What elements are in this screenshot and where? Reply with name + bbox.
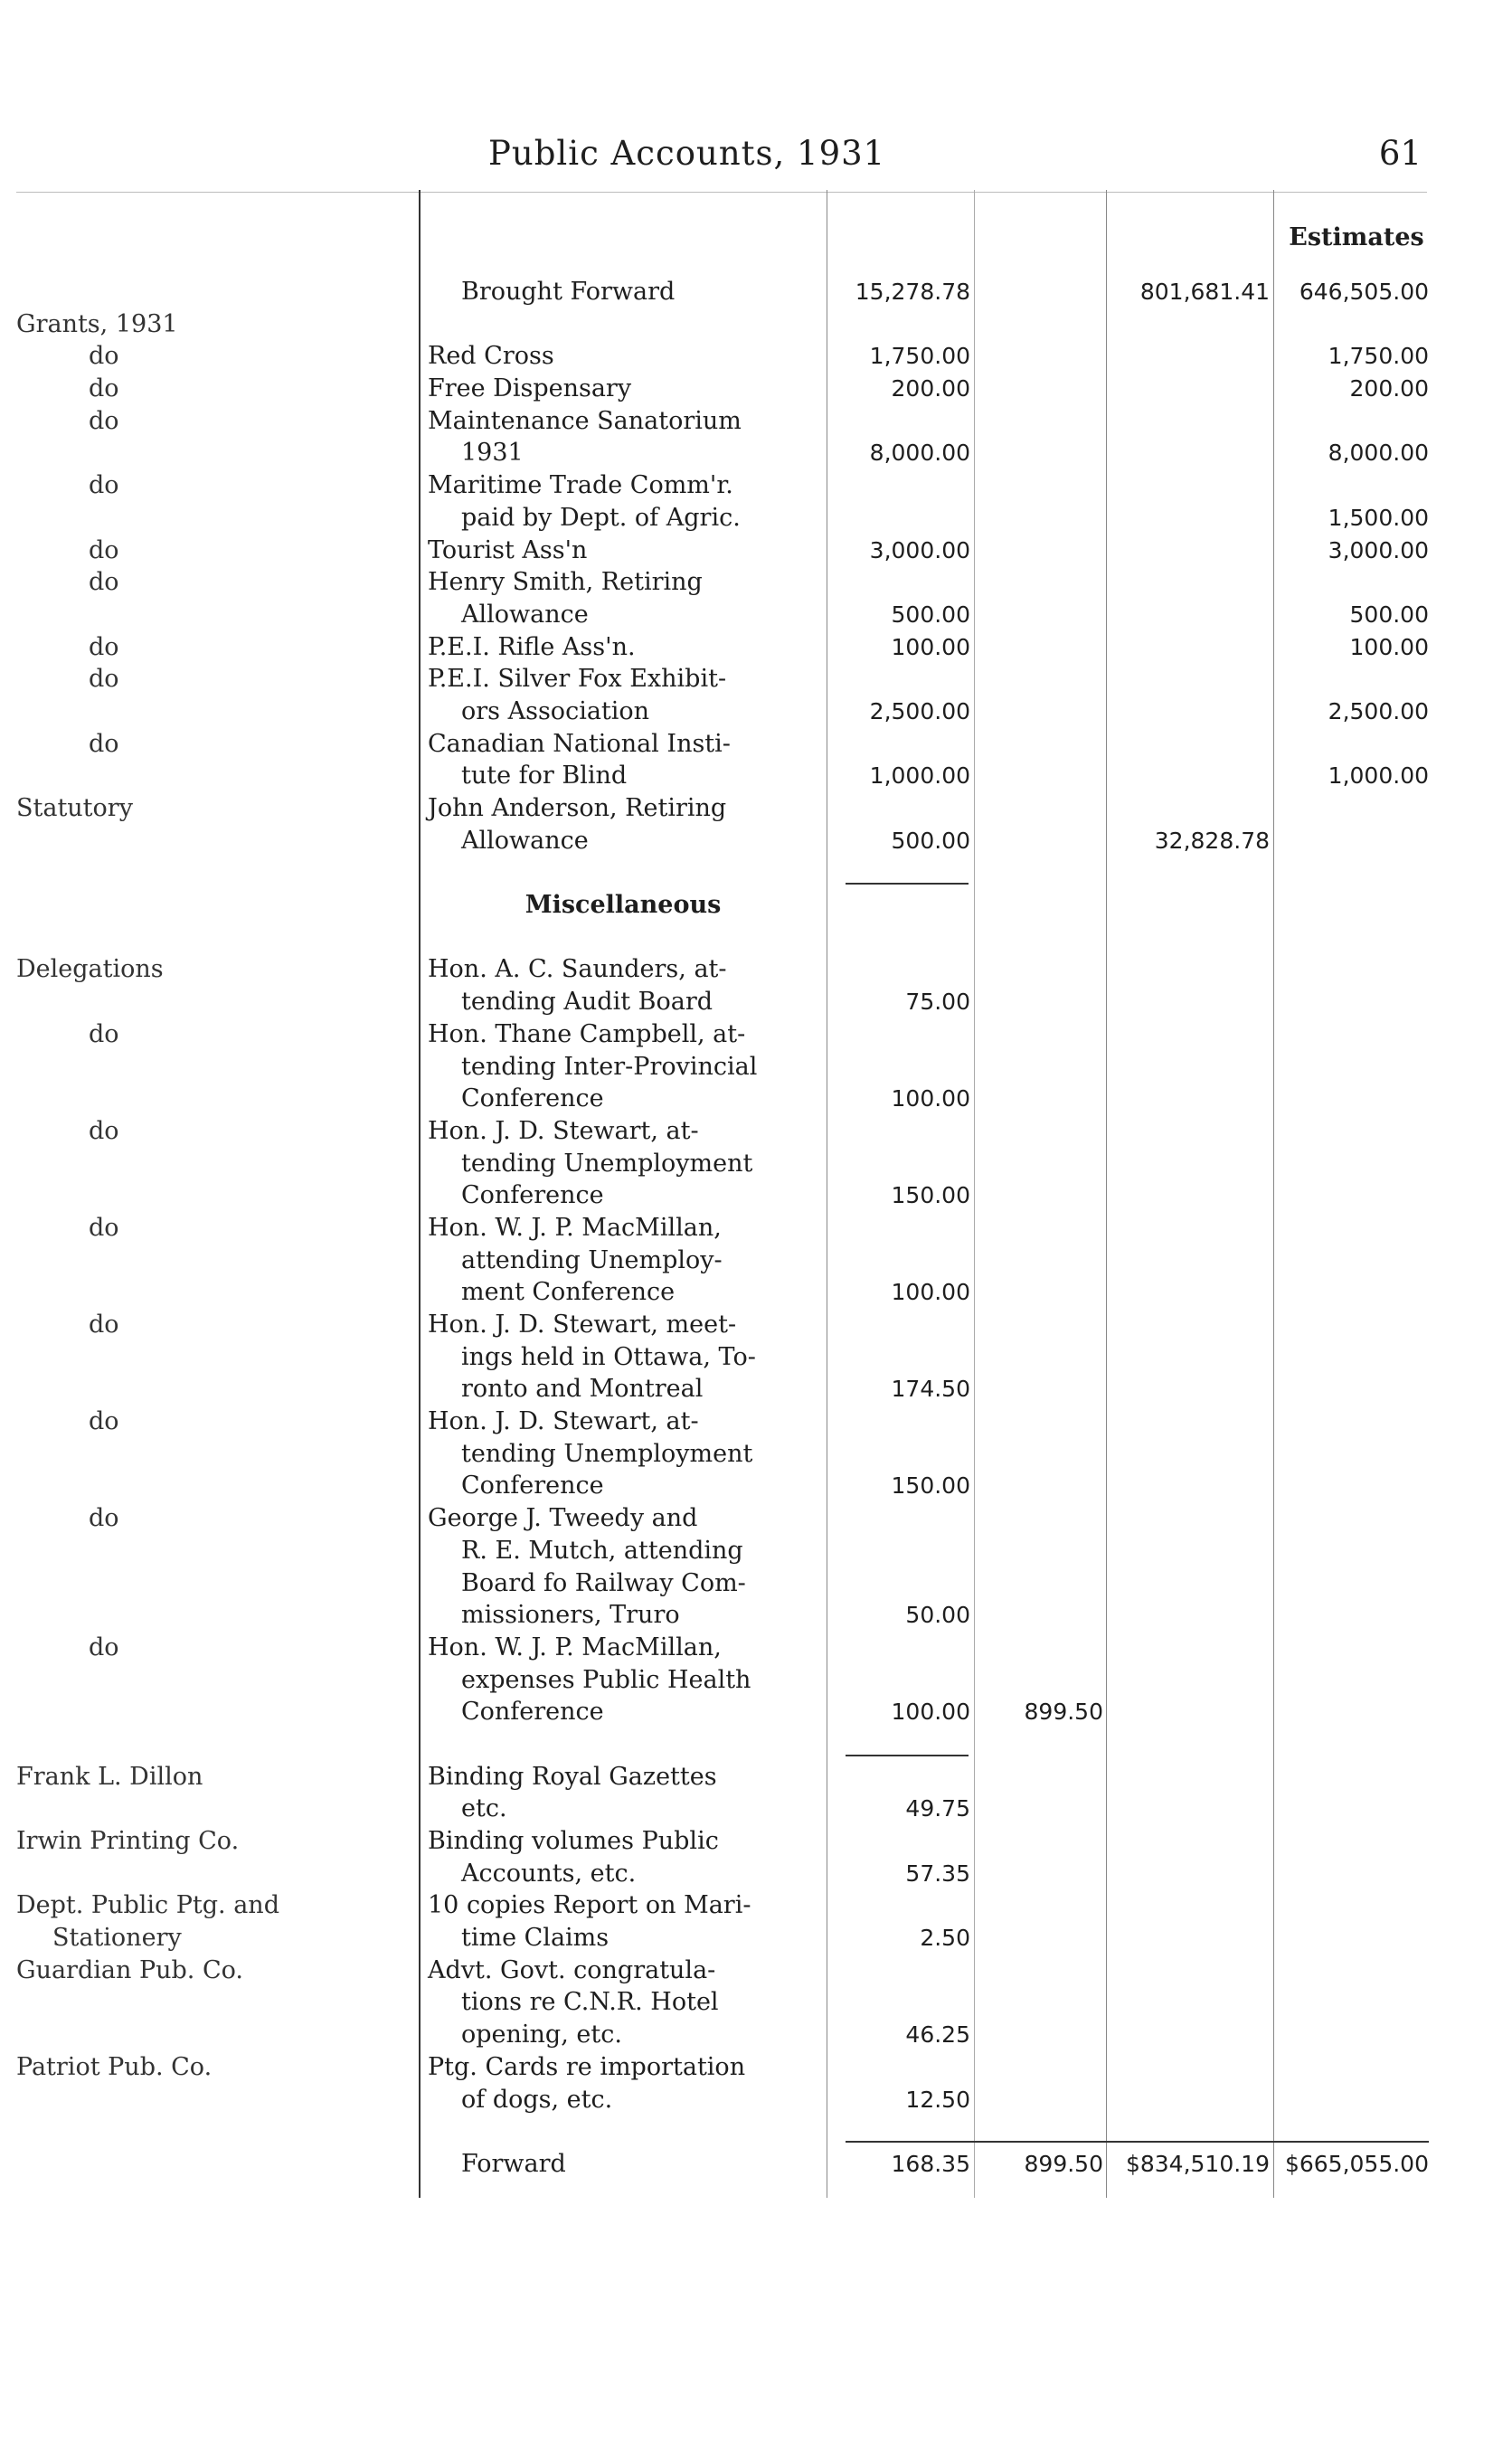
estimates-amount: 3,000.00 xyxy=(1328,536,1429,563)
row-label: do xyxy=(89,568,119,597)
table-row xyxy=(0,502,1512,535)
table-row xyxy=(0,2019,1512,2051)
amount-col-1: 2.50 xyxy=(920,1925,970,1952)
amount-col-1: 200.00 xyxy=(891,375,970,402)
row-description: expenses Public Health xyxy=(461,1665,751,1694)
row-description: Conference xyxy=(461,1472,604,1500)
table-row xyxy=(0,825,1512,857)
row-description: paid by Dept. of Agric. xyxy=(461,503,741,532)
amount-col-1: 75.00 xyxy=(905,989,970,1016)
table-row xyxy=(0,792,1512,825)
amount-col-2: 899.50 xyxy=(1024,1699,1103,1726)
table-row xyxy=(0,663,1512,696)
estimates-amount: 2,500.00 xyxy=(1328,697,1429,724)
table-row xyxy=(0,1632,1512,1664)
table-row xyxy=(0,1567,1512,1600)
row-label: Stationery xyxy=(52,1924,182,1953)
row-description: Conference xyxy=(461,1698,604,1727)
table-row xyxy=(0,1986,1512,2019)
row-description: Binding volumes Public xyxy=(428,1827,719,1855)
row-label: do xyxy=(89,1019,119,1048)
row-description: 10 copies Report on Mari- xyxy=(428,1891,751,1920)
row-description: 1931 xyxy=(461,439,524,468)
table-row xyxy=(0,760,1512,792)
row-description: Hon. J. D. Stewart, at- xyxy=(428,1407,699,1436)
table-row xyxy=(0,535,1512,567)
amount-col-1: 57.35 xyxy=(905,1860,970,1887)
row-description: P.E.I. Rifle Ass'n. xyxy=(428,632,636,661)
table-row xyxy=(0,340,1512,373)
row-label: do xyxy=(89,665,119,694)
amount-col-1: 12.50 xyxy=(905,2086,970,2113)
row-description: tions re C.N.R. Hotel xyxy=(461,1988,719,2017)
amount-col-3: $834,510.19 xyxy=(1125,2150,1270,2177)
row-description: Allowance xyxy=(461,826,589,855)
row-label: do xyxy=(89,374,119,403)
table-row xyxy=(0,889,1512,922)
amount-col-1: 1,750.00 xyxy=(869,343,970,370)
table-row xyxy=(0,1502,1512,1535)
table-row xyxy=(0,1535,1512,1567)
table-row xyxy=(0,1470,1512,1502)
table-row xyxy=(0,1955,1512,1987)
table-row xyxy=(0,2115,1512,2148)
amount-col-1: 100.00 xyxy=(891,1699,970,1726)
page-header xyxy=(0,134,1512,174)
table-row xyxy=(0,1793,1512,1825)
table-row xyxy=(0,2051,1512,2084)
table-row xyxy=(0,857,1512,889)
amount-col-1: 100.00 xyxy=(891,633,970,660)
row-description: Board fo Railway Com- xyxy=(461,1568,746,1597)
estimates-amount: $665,055.00 xyxy=(1284,2150,1429,2177)
row-description: Hon. A. C. Saunders, at- xyxy=(428,955,727,984)
amount-col-2: 899.50 xyxy=(1024,2150,1103,2177)
row-description: Maritime Trade Comm'r. xyxy=(428,471,733,500)
row-label: Frank L. Dillon xyxy=(16,1762,203,1791)
amount-col-1: 15,278.78 xyxy=(855,279,970,305)
table-row xyxy=(0,986,1512,1018)
row-label: Grants, 1931 xyxy=(16,309,178,338)
amount-col-1: 150.00 xyxy=(891,1182,970,1209)
table-row xyxy=(0,405,1512,438)
row-description: Red Cross xyxy=(428,342,554,371)
estimates-amount: 8,000.00 xyxy=(1328,440,1429,467)
amount-col-1: 49.75 xyxy=(905,1795,970,1822)
table-row xyxy=(0,1245,1512,1277)
table-row xyxy=(0,1051,1512,1084)
total-rule xyxy=(846,2141,1429,2143)
table-row xyxy=(0,1276,1512,1309)
row-description: tending Inter-Provincial xyxy=(461,1052,758,1081)
row-description: Forward xyxy=(461,2149,566,2178)
table-row xyxy=(0,1018,1512,1051)
amount-col-3: 801,681.41 xyxy=(1139,279,1270,305)
table-row xyxy=(0,1825,1512,1858)
table-row xyxy=(0,2084,1512,2116)
table-row xyxy=(0,276,1512,308)
table-row xyxy=(0,1438,1512,1471)
table-row xyxy=(0,1115,1512,1148)
row-description: Conference xyxy=(461,1084,604,1113)
table-row xyxy=(0,922,1512,954)
row-label: Guardian Pub. Co. xyxy=(16,1955,243,1984)
table-row xyxy=(0,373,1512,405)
row-label: do xyxy=(89,1213,119,1242)
page-number: 61 xyxy=(1378,134,1422,173)
table-row xyxy=(0,631,1512,664)
row-label: Dept. Public Ptg. and xyxy=(16,1891,279,1920)
row-description: Maintenance Sanatorium xyxy=(428,406,742,435)
row-description: Allowance xyxy=(461,600,589,629)
subtotal-rule xyxy=(846,1755,969,1756)
row-label: do xyxy=(89,1633,119,1661)
amount-col-1: 150.00 xyxy=(891,1472,970,1500)
table-row xyxy=(0,566,1512,599)
row-description: missioners, Truro xyxy=(461,1601,680,1630)
row-description: George J. Tweedy and xyxy=(428,1504,698,1533)
table-row xyxy=(0,2148,1512,2181)
row-description: time Claims xyxy=(461,1924,610,1953)
row-label: do xyxy=(89,1116,119,1145)
row-description: of dogs, etc. xyxy=(461,2085,613,2114)
row-description: ronto and Montreal xyxy=(461,1375,704,1404)
table-row xyxy=(0,696,1512,728)
amount-col-1: 100.00 xyxy=(891,1085,970,1112)
table-row xyxy=(0,1083,1512,1115)
table-row xyxy=(0,953,1512,986)
row-description: P.E.I. Silver Fox Exhibit- xyxy=(428,665,727,694)
table-row xyxy=(0,1728,1512,1761)
row-description: Henry Smith, Retiring xyxy=(428,568,703,597)
row-description: Hon. Thane Campbell, at- xyxy=(428,1019,746,1048)
row-description: R. E. Mutch, attending xyxy=(461,1536,743,1565)
amount-col-1: 3,000.00 xyxy=(869,536,970,563)
row-label: Delegations xyxy=(16,955,164,984)
row-description: Advt. Govt. congratula- xyxy=(428,1955,716,1984)
header-rule xyxy=(16,192,1427,193)
row-description: ings held in Ottawa, To- xyxy=(461,1342,756,1371)
table-row xyxy=(0,1406,1512,1438)
row-label: do xyxy=(89,1407,119,1436)
amount-col-1: 500.00 xyxy=(891,601,970,628)
page-title: Public Accounts, 1931 xyxy=(488,134,886,173)
row-description: Hon. J. D. Stewart, at- xyxy=(428,1116,699,1145)
row-label: do xyxy=(89,632,119,661)
table-row xyxy=(0,599,1512,631)
row-description: Hon. W. J. P. MacMillan, xyxy=(428,1213,722,1242)
row-label: do xyxy=(89,1311,119,1339)
amount-col-1: 46.25 xyxy=(905,2021,970,2049)
row-description: Tourist Ass'n xyxy=(428,535,588,564)
estimates-amount: 1,000.00 xyxy=(1328,762,1429,790)
table-row xyxy=(0,1761,1512,1794)
row-description: ors Association xyxy=(461,696,650,725)
row-description: Accounts, etc. xyxy=(461,1859,637,1888)
table-row xyxy=(0,1858,1512,1890)
amount-col-1: 2,500.00 xyxy=(869,697,970,724)
row-description: Ptg. Cards re importation xyxy=(428,2052,746,2081)
row-label: do xyxy=(89,406,119,435)
row-description: ment Conference xyxy=(461,1278,676,1307)
row-description: John Anderson, Retiring xyxy=(428,794,727,822)
row-description: opening, etc. xyxy=(461,2021,622,2049)
amount-col-1: 1,000.00 xyxy=(869,762,970,790)
row-label: do xyxy=(89,471,119,500)
estimates-amount: 500.00 xyxy=(1349,601,1429,628)
amount-col-1: 50.00 xyxy=(905,1602,970,1629)
row-description: Free Dispensary xyxy=(428,374,632,403)
table-row xyxy=(0,1373,1512,1406)
row-description: Canadian National Insti- xyxy=(428,729,731,758)
table-row xyxy=(0,437,1512,469)
table-row xyxy=(0,1341,1512,1374)
estimates-amount: 1,500.00 xyxy=(1328,504,1429,531)
table-row xyxy=(0,1922,1512,1955)
row-description: Hon. W. J. P. MacMillan, xyxy=(428,1633,722,1661)
row-description: attending Unemploy- xyxy=(461,1245,723,1274)
estimates-amount: 646,505.00 xyxy=(1299,279,1429,305)
table-row xyxy=(0,1309,1512,1341)
table-row xyxy=(0,308,1512,341)
row-description: Hon. J. D. Stewart, meet- xyxy=(428,1311,737,1339)
subtotal-rule xyxy=(846,883,969,885)
amount-col-1: 168.35 xyxy=(891,2150,970,2177)
estimates-column-header: Estimates xyxy=(1289,223,1424,251)
row-label: Patriot Pub. Co. xyxy=(16,2052,213,2081)
table-row xyxy=(0,1696,1512,1728)
section-heading: Miscellaneous xyxy=(524,891,722,920)
row-label: do xyxy=(89,535,119,564)
estimates-amount: 1,750.00 xyxy=(1328,343,1429,370)
row-label: Irwin Printing Co. xyxy=(16,1827,240,1855)
row-label: do xyxy=(89,1504,119,1533)
amount-col-3: 32,828.78 xyxy=(1154,827,1270,854)
amount-col-1: 500.00 xyxy=(891,827,970,854)
row-description: tute for Blind xyxy=(461,762,628,790)
row-label: do xyxy=(89,342,119,371)
table-row xyxy=(0,1179,1512,1212)
table-row xyxy=(0,1664,1512,1697)
table-row xyxy=(0,1599,1512,1632)
row-description: tending Unemployment xyxy=(461,1439,753,1468)
row-label: Statutory xyxy=(16,794,133,822)
table-row xyxy=(0,469,1512,502)
row-label: do xyxy=(89,729,119,758)
row-description: tending Audit Board xyxy=(461,988,713,1017)
amount-col-1: 8,000.00 xyxy=(869,440,970,467)
table-row xyxy=(0,728,1512,761)
estimates-amount: 100.00 xyxy=(1349,633,1429,660)
amount-col-1: 100.00 xyxy=(891,1279,970,1306)
row-description: Brought Forward xyxy=(461,278,676,306)
row-description: tending Unemployment xyxy=(461,1149,753,1178)
table-row xyxy=(0,1212,1512,1245)
estimates-amount: 200.00 xyxy=(1349,375,1429,402)
table-row xyxy=(0,1148,1512,1180)
table-row xyxy=(0,1889,1512,1922)
row-description: etc. xyxy=(461,1794,507,1823)
amount-col-1: 174.50 xyxy=(891,1376,970,1403)
row-description: Conference xyxy=(461,1181,604,1210)
row-description: Binding Royal Gazettes xyxy=(428,1762,717,1791)
ledger-table xyxy=(0,276,1512,2181)
